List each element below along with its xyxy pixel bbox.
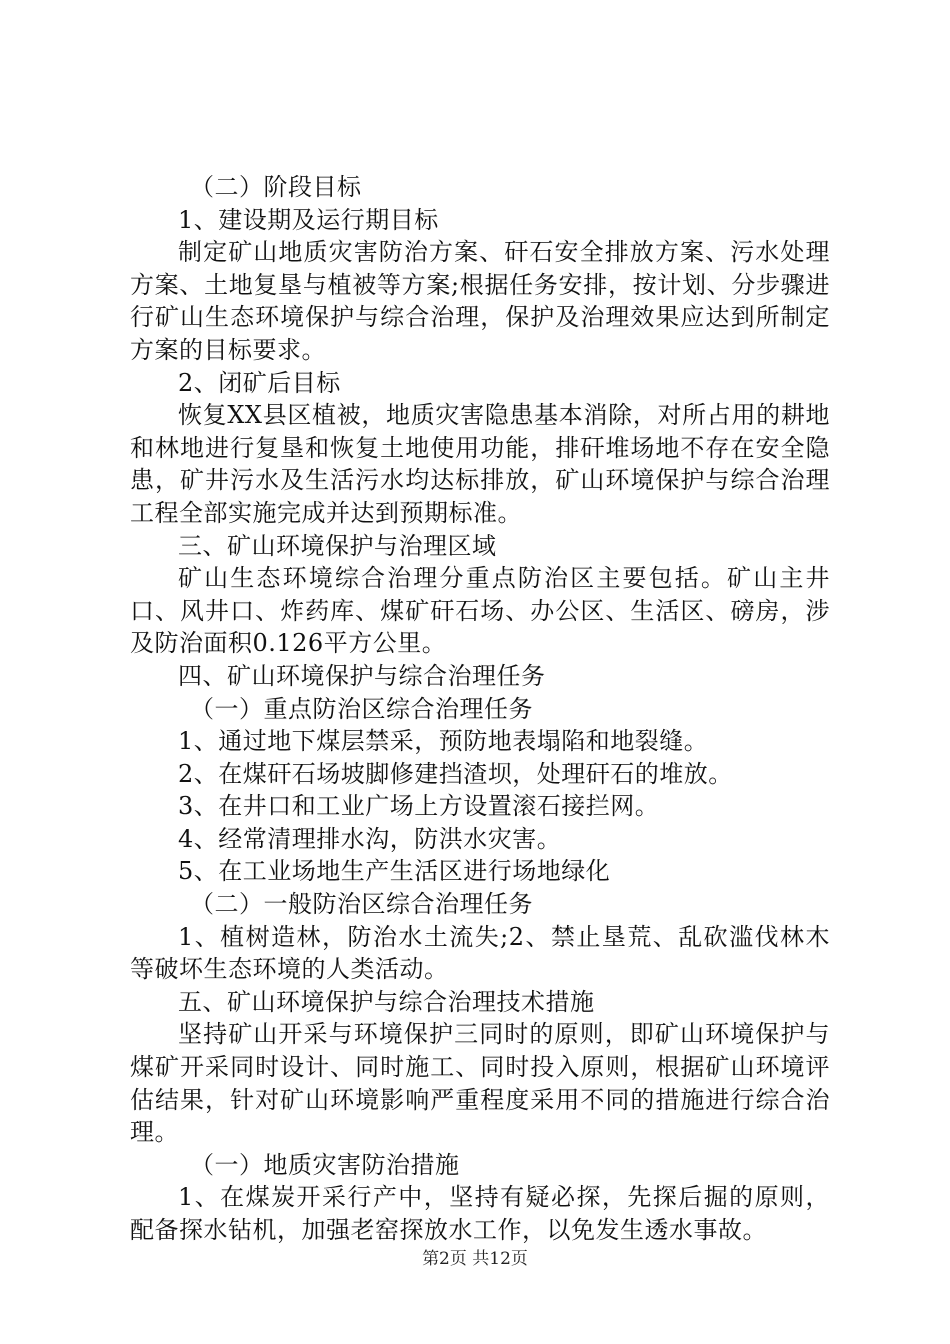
section-heading: 三、矿山环境保护与治理区域: [178, 531, 497, 560]
list-item: 4、经常清理排水沟，防洪水灾害。: [178, 824, 562, 853]
list-item: 1、通过地下煤层禁采，预防地表塌陷和地裂缝。: [178, 727, 709, 756]
subsection-heading: （二）一般防治区综合治理任务: [190, 890, 533, 919]
paragraph: 坚持矿山开采与环境保护三同时的原则，即矿山环境保护与煤矿开采同时设计、同时施工、同时投入原则，根据矿山环境评估结果，针对矿山环境影响严重程度采用不同的措施进行综合治理。: [130, 1020, 830, 1147]
section-heading: （二）阶段目标: [190, 173, 362, 201]
paragraph: 恢复XX县区植被，地质灾害隐患基本消除，对所占用的耕地和林地进行复垦和恢复土地使用功能，排矸堆场地不存在安全隐患，矿井污水及生活污水均达标排放，矿山环境保护与综合治理工程全部实施完成并达到预期标准。: [130, 401, 830, 527]
page-number-footer: 第2页 共12页: [422, 1249, 528, 1269]
list-item: 5、在工业场地生产生活区进行场地绿化: [178, 857, 611, 886]
paragraph: 1、植树造林，防治水土流失;2、禁止垦荒、乱砍滥伐林木等破坏生态环境的人类活动。: [130, 922, 830, 984]
subsection-heading: 2、闭矿后目标: [178, 368, 341, 397]
list-item: 2、在煤矸石场坡脚修建挡渣坝，处理矸石的堆放。: [178, 759, 733, 788]
paragraph: 1、在煤炭开采行产中，坚持有疑必探，先探后掘的原则，配备探水钻机，加强老窑探放水工作，以免发生透水事故。: [130, 1183, 830, 1244]
section-heading: 五、矿山环境保护与综合治理技术措施: [178, 987, 595, 1016]
list-item: 3、在井口和工业广场上方设置滚石接拦网。: [178, 792, 660, 821]
subsection-heading: 1、建设期及运行期目标: [178, 205, 439, 234]
paragraph: 矿山生态环境综合治理分重点防治区主要包括。矿山主井口、风井口、炸药库、煤矿矸石场、办公区、生活区、磅房，涉及防治面积0.126平方公里。: [130, 564, 830, 658]
paragraph: 制定矿山地质灾害防治方案、矸石安全排放方案、污水处理方案、土地复垦与植被等方案;根据任务安排，按计划、分步骤进行矿山生态环境保护与综合治理，保护及治理效果应达到所制定方案的目标要求。: [130, 238, 830, 364]
section-heading: 四、矿山环境保护与综合治理任务: [178, 661, 546, 690]
document-body: [130, 171, 830, 1247]
subsection-heading: （一）重点防治区综合治理任务: [190, 694, 533, 723]
subsection-heading: （一）地质灾害防治措施: [190, 1150, 460, 1179]
